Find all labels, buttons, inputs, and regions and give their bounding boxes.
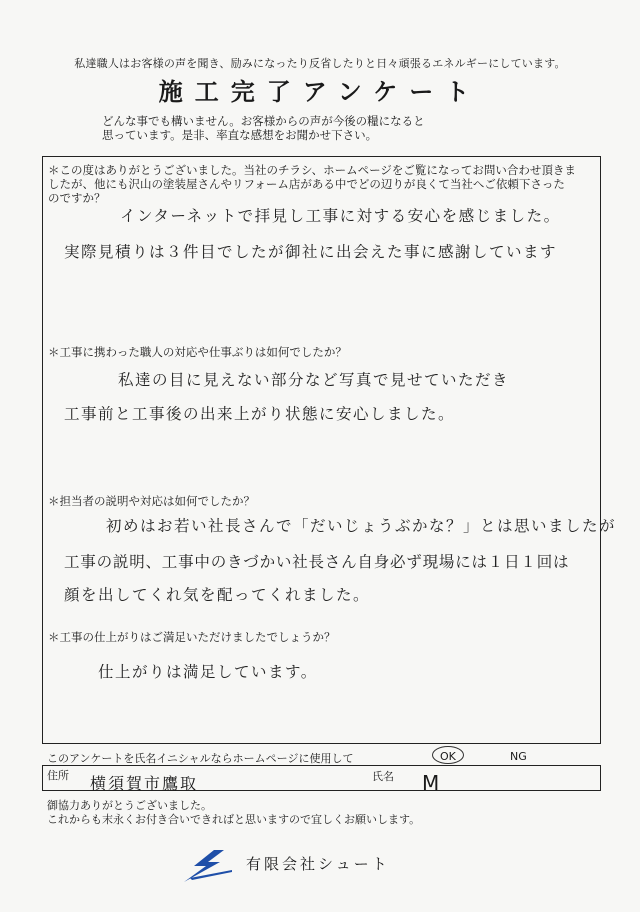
- ok-option: OK: [440, 750, 456, 763]
- page-title: 施工完了アンケート: [158, 77, 482, 106]
- answer-2-line-1: 私達の目に見えない部分など写真で見せていただき: [118, 371, 510, 389]
- question-4: ＊工事の仕上がりはご満足いただけましたでしょうか？: [48, 630, 336, 644]
- answer-1-line-1: インターネットで拝見し工事に対する安心を感じました。: [120, 207, 561, 225]
- answer-1-line-2: 実際見積りは３件目でしたが御社に出会えた事に感謝しています: [64, 243, 558, 261]
- lightning-logo-icon: [180, 848, 240, 884]
- ng-option: NG: [510, 750, 527, 763]
- thanks-line-2: これからも末永くお付き合いできればと思いますので宜しくお願いします。: [47, 813, 421, 826]
- question-text: のですか？: [48, 191, 106, 205]
- question-text: ＊この度はありがとうございました。当社のチラシ、ホームページをご覧になってお問い合わせ頂きま: [48, 163, 576, 177]
- address-label: 住所: [47, 769, 69, 782]
- answer-3-line-2: 工事の説明、工事中のきづかい社長さん自身必ず現場には１日１回は: [64, 553, 570, 571]
- company-name: 有限会社シュート: [246, 855, 390, 873]
- question-2: ＊工事に携わった職人の対応や仕事ぶりは如何でしたか？: [48, 345, 347, 359]
- thanks-line-1: 御協力ありがとうございました。: [47, 799, 212, 812]
- subtext-line: 思っています。是非、率直な感想をお聞かせ下さい。: [102, 128, 378, 142]
- address-value: 横須賀市鷹取: [90, 774, 199, 793]
- answer-3-line-3: 顔を出してくれ気を配ってくれました。: [64, 586, 371, 604]
- answer-4-line-1: 仕上がりは満足しています。: [98, 663, 318, 681]
- question-text: したが、他にも沢山の塗装屋さんやリフォーム店がある中でどの辺りが良くて当社へご依頼下さった: [48, 177, 565, 191]
- question-1: [48, 163, 598, 205]
- name-label: 氏名: [372, 770, 394, 783]
- subtext-line: どんな事でも構いません。お客様からの声が今後の糧になると: [102, 114, 425, 128]
- consent-text: このアンケートを氏名イニシャルならホームページに使用して: [47, 752, 354, 765]
- question-3: ＊担当者の説明や対応は如何でしたか？: [48, 494, 255, 508]
- answer-2-line-2: 工事前と工事後の出来上がり状態に安心しました。: [64, 405, 456, 423]
- answer-3-line-1: 初めはお若い社長さんで「だいじょうぶかな？」とは思いましたが: [106, 517, 617, 535]
- subtext: [102, 114, 562, 142]
- name-value: M: [422, 771, 440, 795]
- intro-text: 私達職人はお客様の声を聞き、励みになったり反省したりと日々頑張るエネルギーにしています。: [74, 57, 566, 70]
